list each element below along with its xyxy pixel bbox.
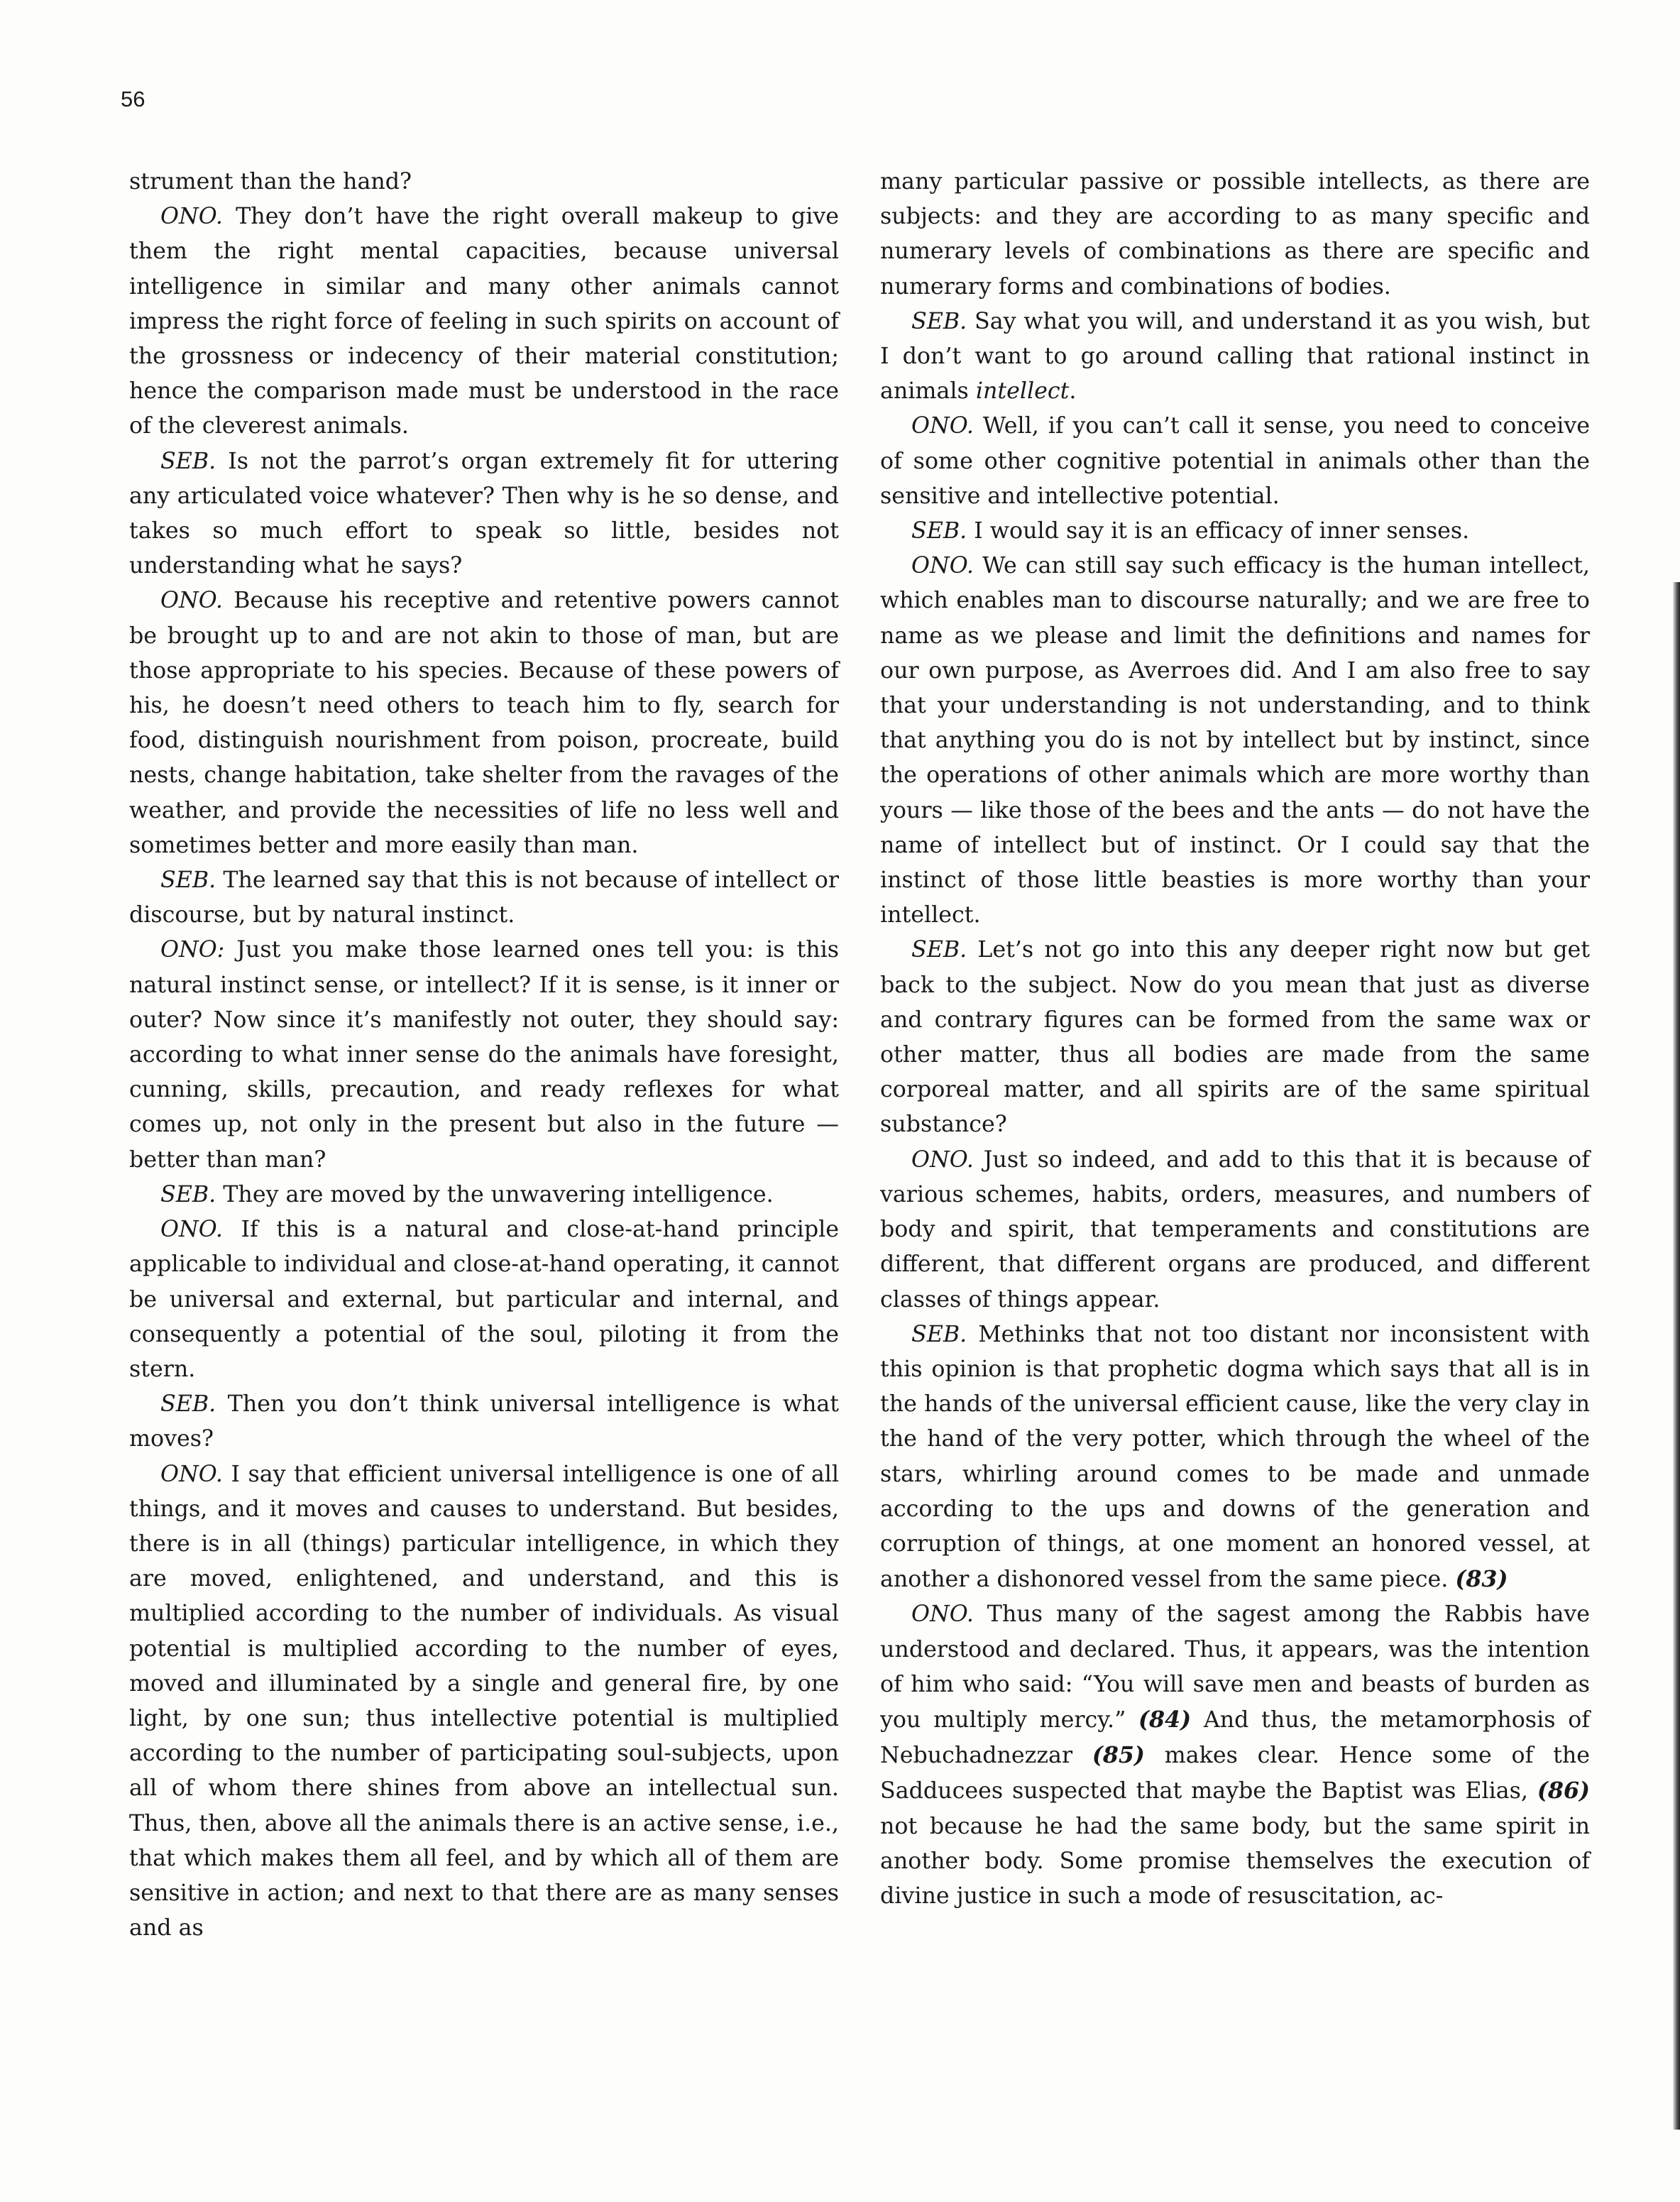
paragraph-text: not because he had the same body, but the same spirit in another body. Some promise themselves the execution of divine justice in such a mode of resuscitation, ac- — [880, 1813, 1590, 1909]
speaker-label: ONO. — [911, 1146, 974, 1173]
paragraph-text: Then you don’t think universal intelligence is what moves? — [129, 1391, 839, 1452]
speaker-label: ONO. — [911, 553, 974, 579]
paragraph-text: Thus many of the sagest among the Rabbis have understood and declared. Thus, it appears, was the intention of him who said: “You will save men and beasts of burden as you multiply mercy.” — [880, 1601, 1590, 1733]
speaker-label: SEB. — [911, 518, 967, 544]
paragraph-text: I would say it is an efficacy of inner senses. — [967, 518, 1470, 544]
paragraph — [880, 549, 1590, 933]
paragraph — [129, 1387, 839, 1457]
left-column — [129, 165, 839, 1946]
speaker-label: ONO. — [160, 1461, 223, 1487]
paragraph-text: Just you make those learned ones tell you: is this natural instinct sense, or intellect? If it is sense, is it inner or outer? Now since it’s manifestly not outer, they should say: according to what inner sense do the animals have foresight, cunning, skills, precaution, and ready reflexes for what comes up, not only in the present but also in the future — better than man? — [129, 937, 839, 1173]
footnote-ref: (84) — [1138, 1706, 1192, 1733]
speaker-label: ONO: — [160, 937, 225, 963]
speaker-label: SEB. — [911, 1321, 967, 1347]
paragraph — [880, 1143, 1590, 1318]
paragraph-text: They don’t have the right overall makeup to give them the right mental capacities, because universal intelligence in similar and many other animals cannot impress the right force of feeling in such spirits on account of the grossness or indecency of their material constitution; hence the comparison made must be understood in the race of the cleverest animals. — [129, 204, 839, 439]
paragraph-text: We can still say such efficacy is the human intellect, which enables man to discourse naturally; and we are free to name as we please and limit the definitions and names for our own purpose, as Averroes did. And I am also free to say that your understanding is not understanding, and to think that anything you do is not by intellect but by instinct, since the operations of other animals which are more worthy than yours — like those of the bees and the ants — do not have the name of intellect but of instinct. Or I could say that the instinct of those little beasties is more worthy than your intellect. — [880, 553, 1590, 929]
paragraph — [129, 1178, 839, 1212]
paragraph — [880, 305, 1590, 410]
footnote-ref: (85) — [1092, 1742, 1145, 1769]
paragraph-text: Is not the parrot’s organ extremely fit for uttering any articulated voice whatever? Then why is he so dense, and takes so much effort to speak so little, besides not understanding what he says? — [129, 448, 839, 579]
paragraph-text: many particular passive or possible intellects, as there are subjects: and they are according to as many specific and numerary levels of combinations as there are specific and numerary forms and combinations of bodies. — [880, 169, 1590, 300]
italic-word: intellect — [975, 378, 1070, 405]
page-number: 56 — [121, 87, 146, 111]
paragraph — [880, 1318, 1590, 1598]
paragraph — [129, 444, 839, 584]
speaker-label: SEB. — [160, 1181, 216, 1207]
paragraph — [129, 933, 839, 1177]
paragraph — [129, 1457, 839, 1946]
paragraph-text: The learned say that this is not because of intellect or discourse, but by natural instinct. — [129, 867, 839, 929]
right-column — [880, 165, 1590, 1914]
speaker-label: ONO. — [911, 413, 974, 439]
paragraph-text: Say what you will, and understand it as you wish, but I don’t want to go around calling that rational instinct in animals — [880, 308, 1590, 405]
paragraph — [129, 863, 839, 933]
paragraph-text: I say that efficient universal intelligence is one of all things, and it moves and causes to understand. But besides, there is in all (things) particular intelligence, in which they are moved, enlightened, and understand, and this is multiplied according to the number of individuals. As visual potential is multiplied according to the number of eyes, moved and illuminated by a single and general fire, by one light, by one sun; thus intellective potential is multiplied according to the number of participating soul-subjects, upon all of whom there shines from above an intellectual sun. Thus, then, above all the animals there is an active sense, i.e., that which makes them all feel, and by which all of them are sensitive in action; and next to that there are as many senses and as — [129, 1461, 839, 1941]
paragraph-text: If this is a natural and close-at-hand principle applicable to individual and close-at-hand operating, it cannot be universal and external, but particular and internal, and consequently a potential of the soul, piloting it from the stern. — [129, 1217, 839, 1382]
paragraph — [880, 409, 1590, 514]
speaker-label: ONO. — [160, 1217, 223, 1243]
paragraph — [129, 199, 839, 444]
paragraph-text: Because his receptive and retentive powers cannot be brought up to and are not akin to those of man, but are those appropriate to his species. Because of these powers of his, he doesn’t need others to teach him to fly, search for food, distinguish nourishment from poison, procreate, build nests, change habitation, take shelter from the ravages of the weather, and provide the necessities of life no less well and sometimes better and more easily than man. — [129, 588, 839, 858]
paragraph-text: makes clear. Hence some of the Sadducees suspected that maybe the Baptist was Elias, — [880, 1743, 1590, 1804]
speaker-label: ONO. — [160, 204, 223, 230]
paragraph — [880, 933, 1590, 1142]
paragraph-text: Let’s not go into this any deeper right now but get back to the subject. Now do you mean that just as diverse and contrary figures can be formed from the same wax or other matter, thus all bodies are made from the same corporeal matter, and all spirits are of the same spiritual substance? — [880, 937, 1590, 1138]
paragraph — [129, 584, 839, 863]
paragraph — [880, 1597, 1590, 1914]
speaker-label: SEB. — [160, 448, 216, 474]
speaker-label: SEB. — [160, 867, 216, 894]
paragraph-text: . — [1069, 378, 1077, 405]
speaker-label: SEB. — [160, 1391, 216, 1418]
paragraph-text: Well, if you can’t call it sense, you need to conceive of some other cognitive potential in animals other than the sensitive and intellective potential. — [880, 413, 1590, 509]
paragraph — [129, 165, 839, 199]
footnote-ref: (83) — [1455, 1566, 1508, 1593]
paragraph-text: And thus, the metamorphosis of Nebuchadnezzar — [880, 1707, 1590, 1769]
footnote-ref: (86) — [1537, 1778, 1590, 1804]
paragraph-text: They are moved by the unwavering intelligence. — [216, 1181, 774, 1207]
scan-edge-shadow — [1673, 582, 1680, 2130]
speaker-label: ONO. — [911, 1601, 974, 1628]
speaker-label: SEB. — [911, 937, 967, 963]
paragraph-text: strument than the hand? — [129, 169, 412, 195]
paragraph — [129, 1212, 839, 1387]
paragraph-text: Methinks that not too distant nor inconsistent with this opinion is that prophetic dogma which says that all is in the hands of the universal efficient cause, like the very clay in the hand of the very potter, which through the wheel of the stars, whirling around comes to be made and unmade according to the ups and downs of the generation and corruption of things, at one moment an honored vessel, at another a dishonored vessel from the same piece. — [880, 1321, 1590, 1593]
paragraph-text: Just so indeed, and add to this that it is because of various schemes, habits, orders, measures, and numbers of body and spirit, that temperaments and constitutions are different, that different organs are produced, and different classes of things appear. — [880, 1146, 1590, 1313]
paragraph — [880, 165, 1590, 305]
paragraph — [880, 514, 1590, 549]
speaker-label: ONO. — [160, 588, 223, 614]
speaker-label: SEB. — [911, 308, 967, 334]
